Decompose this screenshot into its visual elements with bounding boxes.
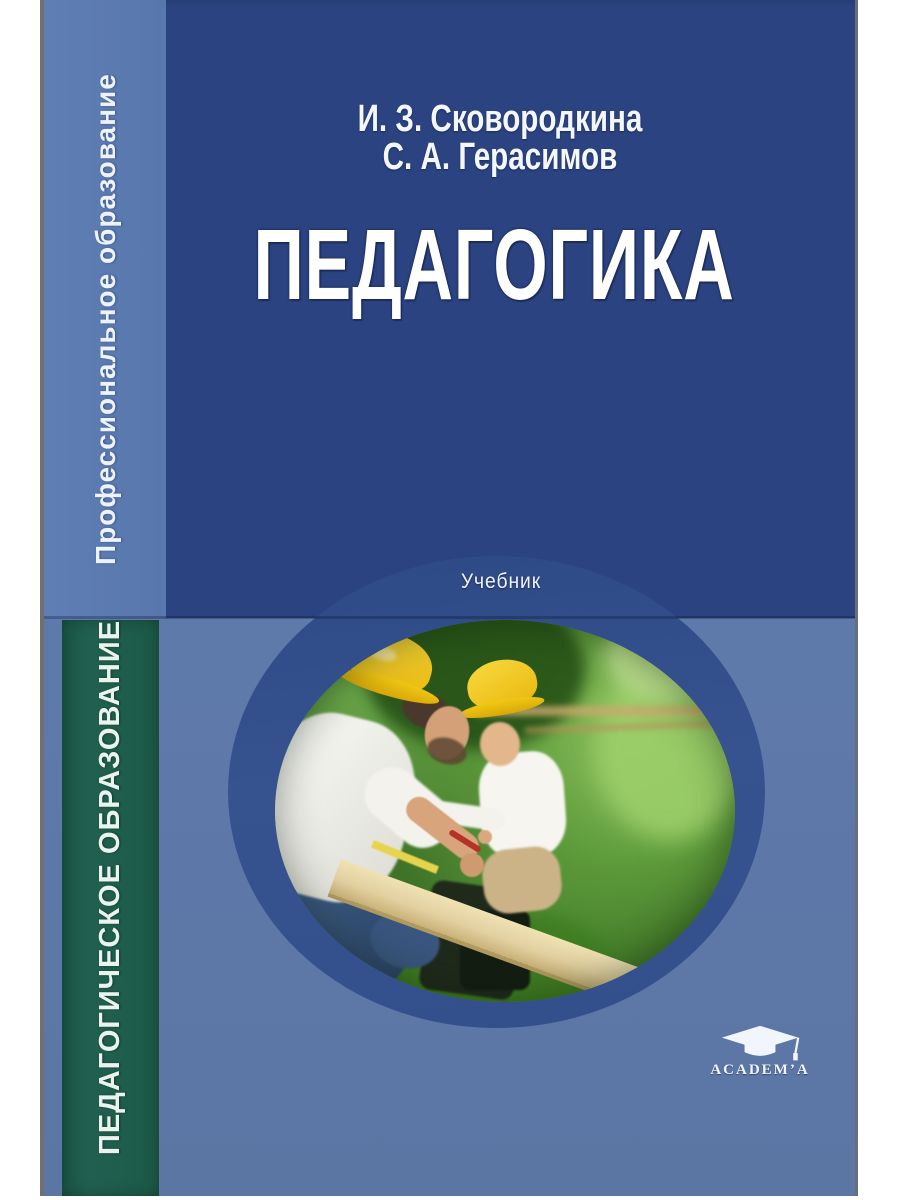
book-title: ПЕДАГОГИКА (253, 209, 735, 321)
photo-man-forearm (401, 792, 484, 865)
author-name-2: С. А. Герасимов (382, 136, 618, 178)
photo-hard-hat-highlight (366, 642, 399, 664)
authors-block (317, 100, 682, 176)
photo-boy-hard-hat-brim (458, 693, 545, 723)
cover-right-edge-line (855, 0, 858, 1196)
publisher-logo (702, 1024, 818, 1079)
series-label-pedagogical: ПЕДАГОГИЧЕСКОЕ ОБРАЗОВАНИЕ (94, 619, 126, 1155)
photo-red-pencil (448, 829, 482, 853)
photo-workbench-shadow (460, 910, 530, 990)
graduation-cap-icon (714, 1024, 806, 1064)
band-divider-line (44, 616, 855, 619)
series-strip-green (62, 620, 159, 1196)
photo-man-hard-hat-brim (337, 664, 442, 710)
photo-man-jeans (275, 861, 417, 994)
photo-boy-face (478, 720, 522, 767)
series-label-professional: Профессиональное образование (90, 73, 121, 565)
photo-boy-shirt (476, 749, 568, 860)
cover-photo (275, 620, 735, 1002)
photo-boy-hand-2 (478, 830, 492, 844)
photo-man-tshirt (275, 700, 430, 916)
photo-workbench (418, 879, 527, 1001)
author-name-1: И. З. Сковородкина (357, 98, 643, 140)
photo-man-hand (460, 853, 484, 877)
edition-label: Учебник (460, 570, 542, 593)
photo-boy-hard-hat (463, 654, 540, 713)
photo-fence-line-2 (525, 721, 725, 734)
photo-boy-hand (443, 823, 459, 839)
photo-grass (395, 910, 615, 1002)
publisher-logo-text: ACADEM’A (710, 1062, 810, 1078)
photo-boy-arm (432, 800, 506, 832)
photo-light-foliage-right (595, 660, 735, 840)
photo-boy-pants (480, 844, 564, 916)
photo-fence-line (475, 706, 735, 716)
book-cover (44, 0, 855, 1196)
photo-man-beard (424, 733, 469, 768)
photo-man-arm-sleeve (353, 756, 461, 859)
photo-measuring-tape (371, 840, 439, 874)
photo-man-knee (364, 905, 446, 976)
photo-man-face (420, 702, 474, 764)
photo-man-hair (397, 686, 457, 736)
